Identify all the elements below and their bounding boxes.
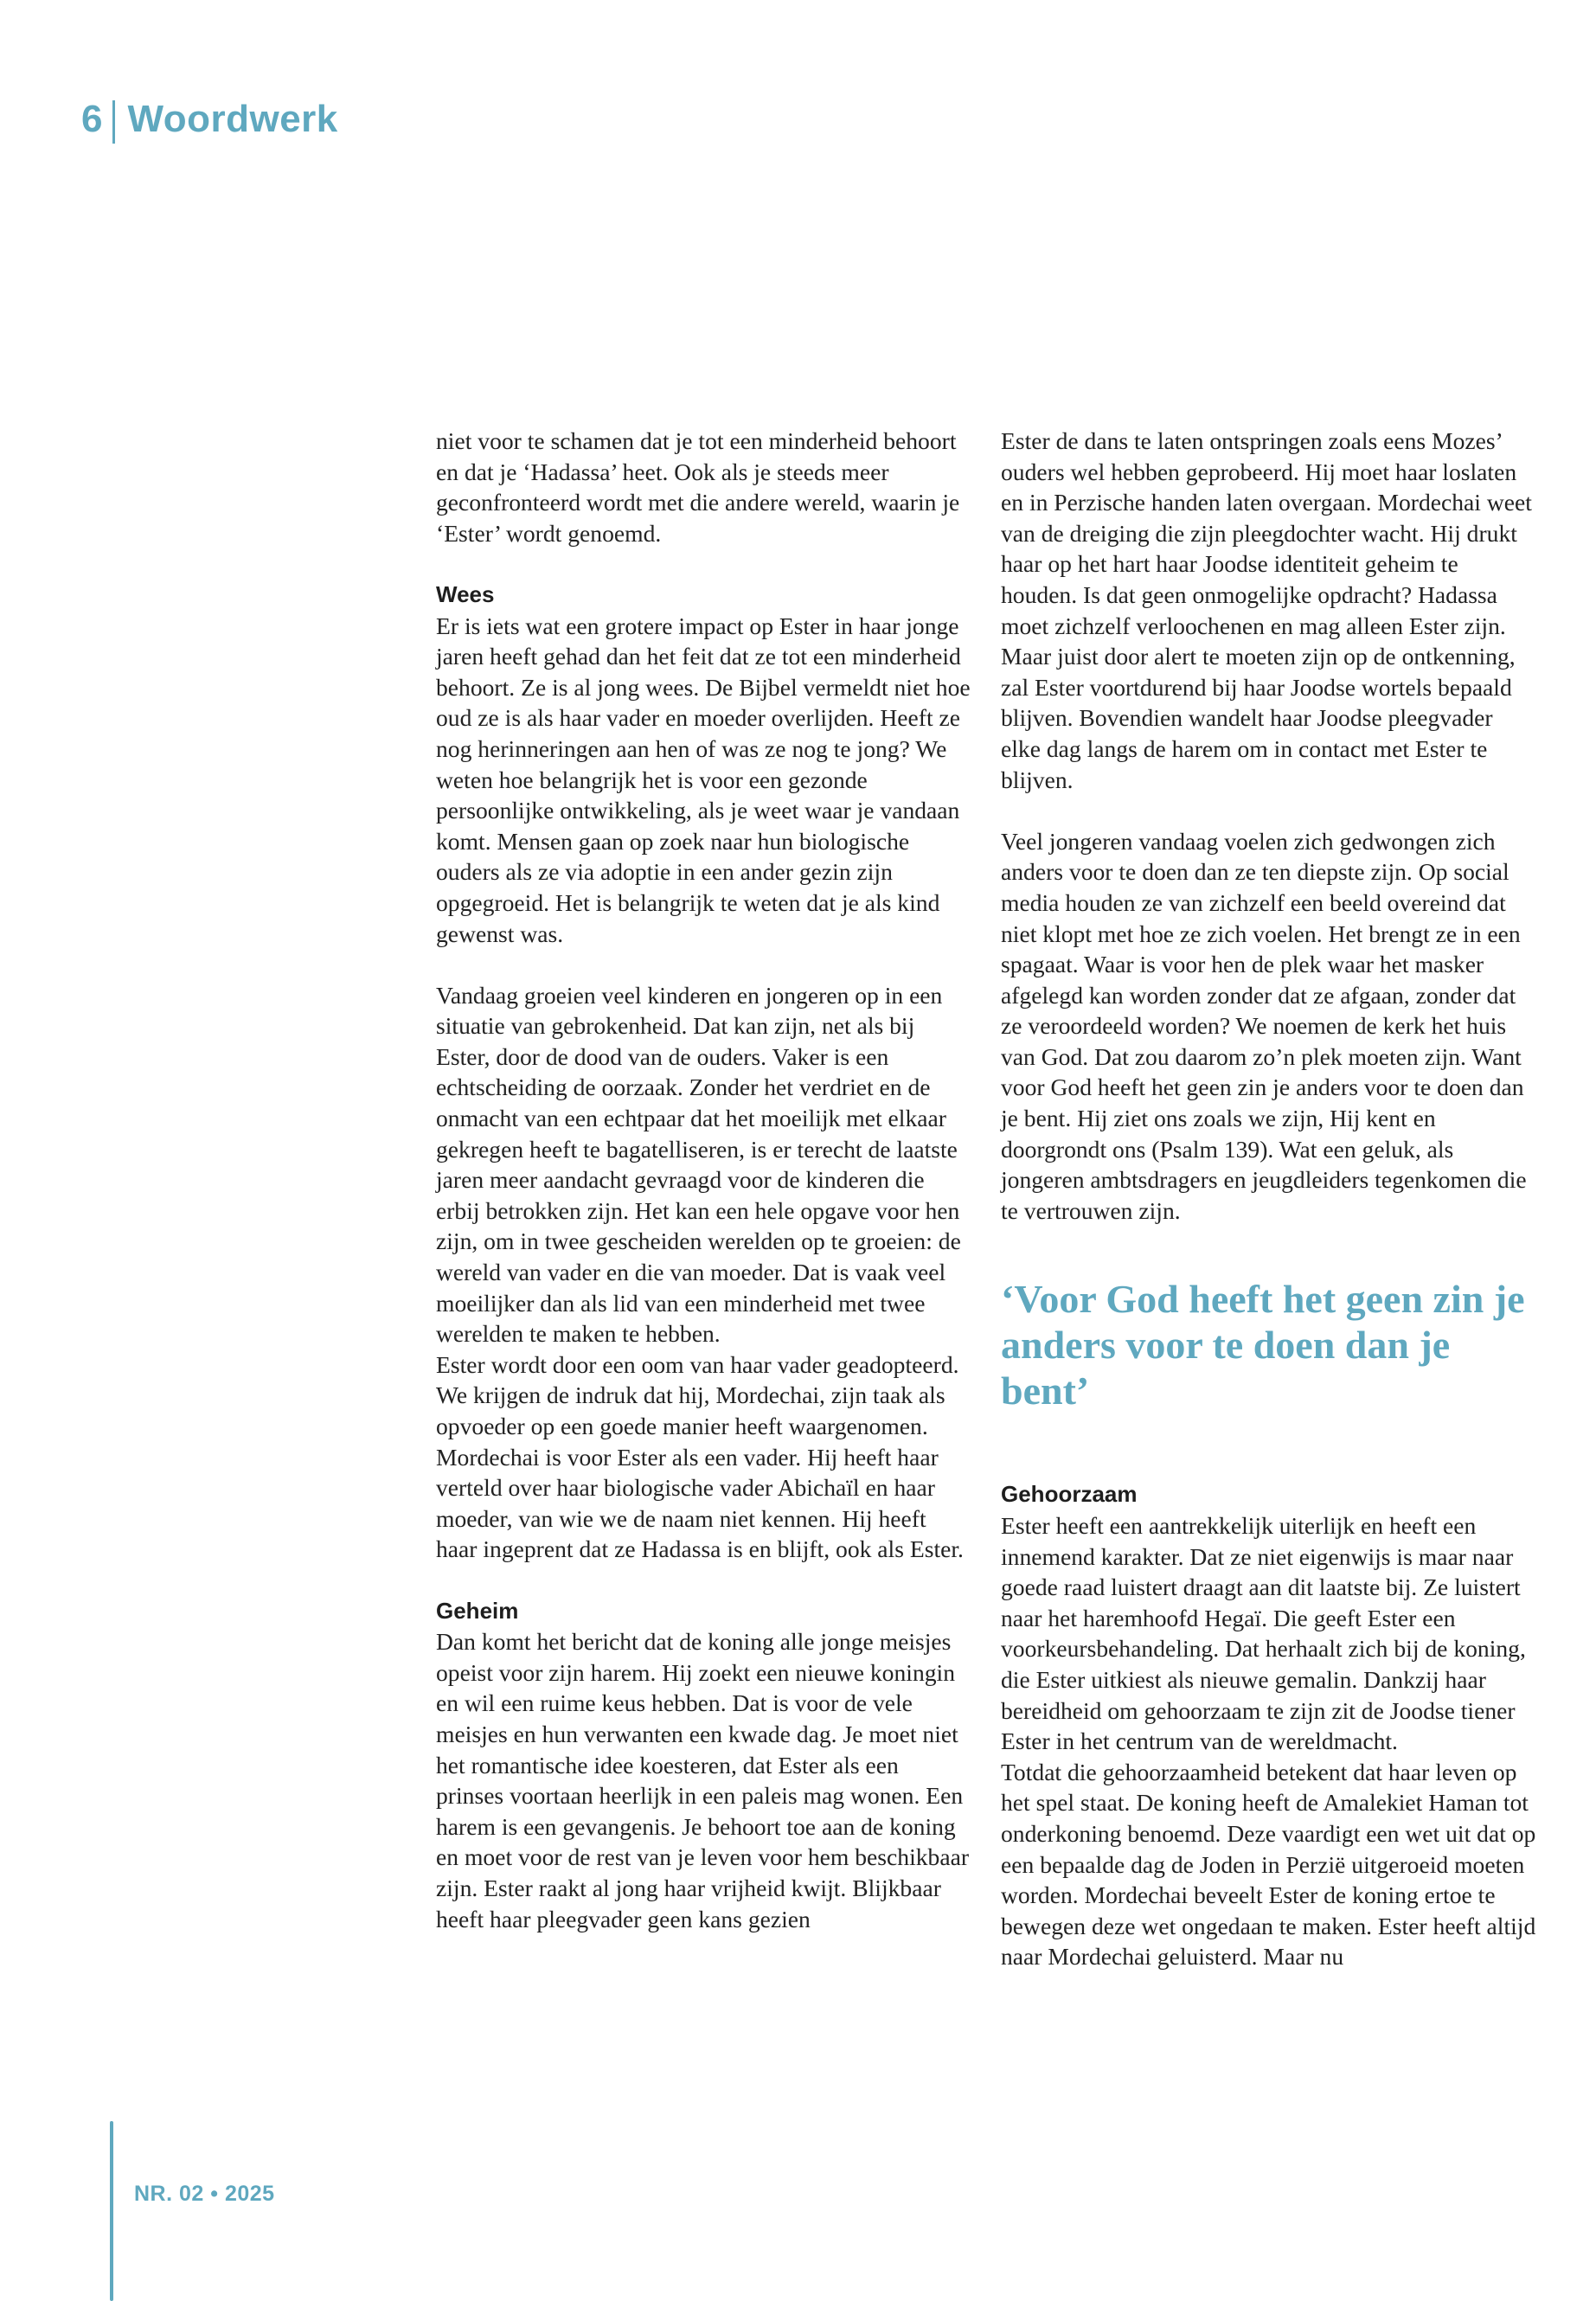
paragraph: niet voor te schamen dat je tot een minderheid behoort en dat je ‘Hadassa’ heet. Ook als je steeds meer geconfronteerd wordt met die andere wereld, waarin je ‘Ester’ wordt genoemd. bbox=[436, 427, 960, 547]
issue-label: NR. 02 • 2025 bbox=[134, 2182, 275, 2206]
article-column-right bbox=[1001, 426, 1537, 1972]
paragraph: Dan komt het bericht dat de koning alle jonge meisjes opeist voor zijn harem. Hij zoekt een nieuwe koningin en wil een ruime keus hebben. Dat is voor de vele meisjes en hun verwanten een kwade dag. Je moet niet het romantische idee koesteren, dat Ester als een prinses voortaan heerlijk in een paleis mag wonen. Een harem is een gevangenis. Je behoort toe aan de koning en moet voor de rest van je leven voor hem beschikbaar zijn. Ester raakt al jong haar vrijheid kwijt. Blijkbaar heeft haar pleegvader geen kans gezien bbox=[436, 1628, 970, 1932]
paragraph: Veel jongeren vandaag voelen zich gedwongen zich anders voor te doen dan ze ten diepste zijn. Op social media houden ze van zichzelf een beeld overeind dat niet klopt met hoe ze zich voelen. Het brengt ze in een spagaat. Waar is voor hen de plek waar het masker afgelegd kan worden zonder dat ze afgaan, zonder dat ze veroordeeld worden? We noemen de kerk het huis van God. Dat zou daarom zo’n plek moeten zijn. Want voor God heeft het geen zin je anders voor te doen dan je bent. Hij ziet ons zoals we zijn, Hij kent en doorgrondt ons (Psalm 139). Wat een geluk, als jongeren ambtsdragers en jeugdleiders tegenkomen die te vertrouwen zijn. bbox=[1001, 827, 1527, 1224]
footer-divider bbox=[110, 2121, 113, 2301]
article-column-left bbox=[436, 426, 971, 1934]
paragraph: Totdat die gehoorzaamheid betekent dat haar leven op het spel staat. De koning heeft de Amalekiet Haman tot onderkoning benoemd. Deze vaardigt een wet uit dat op een bepaalde dag de Joden in Perzië uitgeroeid moeten worden. Mordechai beveelt Ester de koning ertoe te bewegen deze wet ongedaan te maken. Ester heeft altijd naar Mordechai geluisterd. Maar nu bbox=[1001, 1758, 1536, 1971]
paragraph: Er is iets wat een grotere impact op Ester in haar jonge jaren heeft gehad dan het feit dat ze tot een minderheid behoort. Ze is al jong wees. De Bijbel vermeldt niet hoe oud ze is als haar vader en moeder overlijden. Heeft ze nog herinneringen aan hen of was ze nog te jong? We weten hoe belangrijk het is voor een gezonde persoonlijke ontwikkeling, als je weet waar je vandaan komt. Mensen gaan op zoek naar hun biologische ouders als ze via adoptie in een ander gezin zijn opgegroeid. Het is belangrijk te weten dat je als kind gewenst was. bbox=[436, 612, 971, 947]
pull-quote: ‘Voor God heeft het geen zin je anders voor te doen dan je bent’ bbox=[1001, 1277, 1525, 1413]
paragraph: Ester de dans te laten ontspringen zoals eens Mozes’ ouders wel hebben geprobeerd. Hij moet haar loslaten en in Perzische handen laten overgaan. Mordechai weet van de dreiging die zijn pleegdochter wacht. Hij drukt haar op het hart haar Joodse identiteit geheim te houden. Is dat geen onmogelijke opdracht? Hadassa moet zichzelf verloochenen en mag alleen Ester zijn. Maar juist door alert te moeten zijn op de ontkenning, zal Ester voortdurend bij haar Joodse wortels bepaald blijven. Bovendien wandelt haar Joodse pleegvader elke dag langs de harem om in contact met Ester te blijven. bbox=[1001, 427, 1532, 793]
page-header bbox=[81, 93, 338, 145]
paragraph: Vandaag groeien veel kinderen en jongeren op in een situatie van gebrokenheid. Dat kan zijn, net als bij Ester, door de dood van de ouders. Vaker is een echtscheiding de oorzaak. Zonder het verdriet en de onmacht van een echtpaar dat het moeilijk met elkaar gekregen heeft te bagatelliseren, is er terecht de laatste jaren meer aandacht gevraagd voor de kinderen die erbij betrokken zijn. Het kan een hele opgave voor hen zijn, om in twee gescheiden werelden op te groeien: de wereld van vader en die van moeder. Dat is vaak veel moeilijker dan als lid van een minderheid met twee werelden te maken te hebben. bbox=[436, 981, 961, 1348]
paragraph: Ester wordt door een oom van haar vader geadopteerd. We krijgen de indruk dat hij, Mordechai, zijn taak als opvoeder op een goede manier heeft waargenomen. Mordechai is voor Ester als een vader. Hij heeft haar verteld over haar biologische vader Abichaïl en haar moeder, van wie we de naam niet kennen. Hij heeft haar ingeprent dat ze Hadassa is en blijft, ook als Ester. bbox=[436, 1350, 964, 1563]
page-number: 6 bbox=[81, 98, 103, 140]
subheading-gehoorzaam: Gehoorzaam bbox=[1001, 1481, 1138, 1508]
section-title: Woordwerk bbox=[127, 98, 338, 140]
header-divider bbox=[112, 100, 115, 144]
subheading-geheim: Geheim bbox=[436, 1597, 519, 1624]
paragraph: Ester heeft een aantrekkelijk uiterlijk en heeft een innemend karakter. Dat ze niet eigenwijs is maar naar goede raad luistert draagt aan dit laatste bij. Ze luistert naar het haremhoofd Hegaï. Die geeft Ester een voorkeursbehandeling. Dat herhaalt zich bij de koning, die Ester uitkiest als nieuwe gemalin. Dankzij haar bereidheid om gehoorzaam te zijn zit de Joodse tiener Ester in het centrum van de wereldmacht. bbox=[1001, 1512, 1526, 1755]
subheading-wees: Wees bbox=[436, 580, 495, 607]
